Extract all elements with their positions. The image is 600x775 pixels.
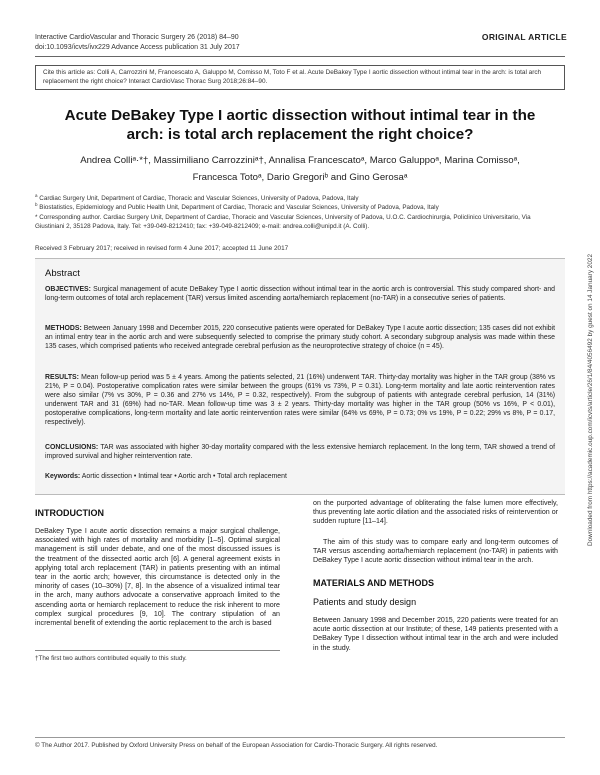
affiliation-b-text: Biostatistics, Epidemiology and Public Health Unit, Department of Cardiac, Thoracic and Vascular Sciences, University of Padova, Padova, Italy [39,204,439,212]
abstract-heading: Abstract [45,268,80,279]
conclusions-label: CONCLUSIONS: [45,444,99,451]
abstract-results [45,373,555,428]
footer-rule [35,737,565,738]
article-type-badge: ORIGINAL ARTICLE [481,32,567,42]
abstract-objectives [45,285,555,303]
download-side-note [577,200,594,600]
abstract-methods [45,324,555,351]
footnote-rule [35,650,280,651]
doi-line: doi:10.1093/icvts/ivx229 Advance Access publication 31 July 2017 [35,44,240,51]
author-footnote: †The first two authors contributed equally to this study. [35,655,187,662]
corresponding-author-text: Corresponding author. Cardiac Surgery Unit, Department of Cardiac, Thoracic and Vascular Sciences, University of Padova, U.O.C. Cardiochirurgia, Policlinico Universitario, Via Giustiniani 2, 35128 Padova, Italy. Tel: +39-049-8212410; fax: +39-049-8212409; e-mail: andrea.colli@unipd.it (A. Colli). [35,214,531,230]
journal-line: Interactive CardioVascular and Thoracic Surgery 26 (2018) 84–90 [35,34,239,41]
affiliation-a-text: Cardiac Surgery Unit, Department of Cardiac, Thoracic and Vascular Sciences, University of Padova, Padova, Italy [39,195,359,203]
methods-label: METHODS: [45,325,82,332]
patients-subheading: Patients and study design [313,597,417,607]
copyright-footer: © The Author 2017. Published by Oxford University Press on behalf of the European Association for Cardio-Thoracic Surgery. All rights reserved. [35,742,438,749]
conclusions-text: TAR was associated with higher 30-day mortality compared with the less extensive hemiarch replacement. In the long term, TAR showed a trend of improved survival and higher reintervention rate. [45,444,555,461]
introduction-heading: INTRODUCTION [35,508,104,518]
affiliation-a: $^a$ Cardiac Surgery Unit, Department of Cardiac, Thoracic and Vascular Sciences, University of Padova, Padova, Italy [35,193,359,203]
author-line-1: Andrea Colliᵃ·*†, Massimiliano Carrozziniᵃ†, Annalisa Francescatoᵃ, Marco Galuppoᵃ, Marina Comissoᵃ, [80,155,520,166]
citation-box: Cite this article as: Colli A, Carrozzini M, Francescato A, Galuppo M, Comisso M, Toto F et al. Acute DeBakey Type I aortic dissection without intimal tear in the arch: is total arch replacement the right choice? Interact CardioVasc Thorac Surg 2018;26:84–90. [35,65,565,90]
keywords-text: Aortic dissection • Intimal tear • Aortic arch • Total arch replacement [81,473,287,480]
corresponding-author: * Corresponding author. Cardiac Surgery Unit, Department of Cardiac, Thoracic and Vascular Sciences, University of Padova, U.O.C. Cardiochirurgia, Policlinico Universitario, Via Giustiniani 2, 35128 Padova, Italy. Tel: +39-049-8212410; fax: +39-049-8212409; e-mail: andrea.colli@unipd.it (A. Colli). [35,214,531,230]
abstract-conclusions [45,443,555,461]
author-line-2: Francesca Totoᵃ, Dario Gregoriᵇ and Gino Gerosaᵃ [192,172,408,183]
author-list [45,152,555,186]
methods-text: Between January 1998 and December 2015, 220 consecutive patients were operated for DeBakey Type I acute aortic dissection; 135 cases did not exhibit an intimal entry tear in the aortic arch and were subsequently selected to comprise the primary study cohort. A secondary subgroup analysis was made within these 135 cases, which comprised patients who received antegrade cerebral perfusion as the neuroprotective strategy of choice (n = 45). [45,325,555,351]
right-paragraph-1: on the purported advantage of obliterating the false lumen more effectively, thus preventing late aortic dilation and the associated risks of reintervention or sudden rupture [11–14]. [313,499,558,526]
article-title: Acute DeBakey Type I aortic dissection without intimal tear in the arch: is total arch replacement the right choice? [64,107,536,143]
received-dates: Received 3 February 2017; received in revised form 4 June 2017; accepted 11 June 2017 [35,245,289,252]
keywords [45,473,287,480]
materials-methods-heading: MATERIALS AND METHODS [313,578,434,588]
header-rule [35,56,565,57]
right-paragraph-2: The aim of this study was to compare early and long-term outcomes of TAR versus ascending aorta/hemiarch replacement (no-TAR) in patients with DeBakey Type I acute aortic dissection without intimal tear in the arch. [313,538,558,565]
objectives-label: OBJECTIVES: [45,286,91,293]
results-label: RESULTS: [45,374,79,381]
affiliation-b: $^b$ Biostatistics, Epidemiology and Public Health Unit, Department of Cardiac, Thoracic and Vascular Sciences, University of Padova, Padova, Italy [35,202,439,212]
objectives-text: Surgical management of acute DeBakey Type I aortic dissection without intimal tear in the aortic arch is controversial. This study compared short- and long-term outcomes of total arch replacement (TAR) versus limited ascending aorta/hemiarch replacement (no-TAR) in a consecutive series of patients. [45,286,555,303]
download-side-note-text: Downloaded from https://academic.oup.com/icvts/article/26/1/84/4056492 by guest on 14 January 2022 [587,253,594,547]
keywords-label: Keywords: [45,473,81,480]
right-paragraph-3: Between January 1998 and December 2015, 220 patients were treated for an acute aortic dissection at our Institute; of these, 149 patients presented with a DeBakey Type I dissection without intimal tear in the arch and were included in the study. [313,616,558,652]
results-text: Mean follow-up period was 5 ± 4 years. Among the patients selected, 21 (16%) underwent TAR. Thirty-day mortality was higher in the TAR group (38% vs 21%, P = 0.04). Postoperative complication rates were similar between the groups (61% vs 73%, P = 0.31). Long-term mortality and late aortic reintervention rates were also similar (7% vs 30%, P = 0.36 and 27% vs 14%, P = 0.32, respectively). From the subgroup of patients with antegrade cerebral perfusion, 14 (31%) underwent TAR and 31 (69%) had no-TAR. Mean follow-up time was 3 ± 2 years. Thirty-day mortality was higher in the TAR group (50% vs 16%, P < 0.01), postoperative complications, long-term mortality and late aortic reintervention rates were similar (64% vs 69%, P = 0.73; 0% vs 19%, P = 0.22; 29% vs 8%, P = 0.17, respectively). [45,374,555,427]
introduction-paragraph: DeBakey Type I acute aortic dissection remains a major surgical challenge, associated with high rates of mortality and morbidity [1–5]. Optimal surgical management is still under debate, and one of the most discussed issues is the treatment of the dissected aortic arch [6]. A general agreement exists in applying total arch replacement (TAR) in patients presenting with an intimal tear in the aortic arch; however, this circumstance is detected only in the minority of cases (10–30%) [7, 8]. In the absence of a visualized intimal tear in the arch, many authors advocate a conservative approach limited to the ascending aorta or hemiarch replacement to reduce the risk inherent to more complex surgical procedures [9, 10]. The contrary stipulation of an incremental benefit of extending the aortic replacement to the arch is based [35,527,280,628]
